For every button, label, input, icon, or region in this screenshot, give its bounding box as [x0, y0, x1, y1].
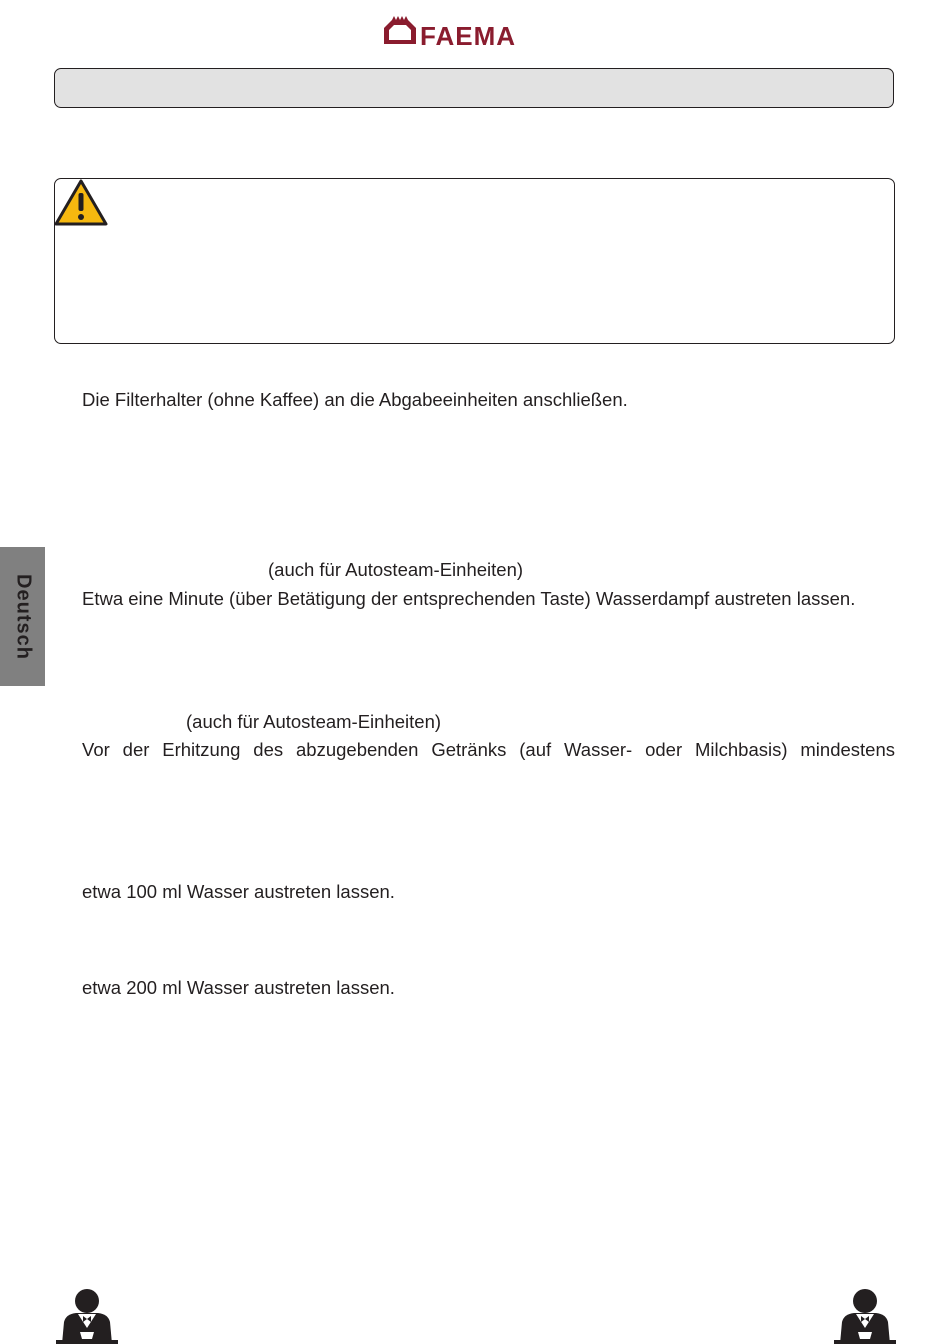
warning-triangle-icon — [54, 178, 108, 226]
warning-box — [54, 178, 895, 344]
barista-icon — [56, 1288, 118, 1344]
barista-icon — [834, 1288, 896, 1344]
paragraph-200ml: etwa 200 ml Wasser austreten lassen. — [82, 977, 395, 998]
svg-text:FAEMA: FAEMA — [420, 21, 516, 48]
section-title-bar — [54, 68, 894, 108]
language-tab — [0, 547, 45, 686]
faema-logo — [382, 14, 568, 48]
paragraph-water-note: (auch für Autosteam-Einheiten) — [186, 711, 442, 732]
paragraph-steam-note: (auch für Autosteam-Einheiten) — [268, 559, 524, 580]
paragraph-steam: Etwa eine Minute (über Betätigung der entsprechenden Taste) Wasserdampf austreten lassen. — [82, 588, 856, 609]
paragraph-100ml: etwa 100 ml Wasser austreten lassen. — [82, 881, 395, 902]
language-tab-label: Deutsch — [12, 573, 34, 660]
paragraph-filter-holder: Die Filterhalter (ohne Kaffee) an die Abgabeeinheiten anschließen. — [82, 389, 628, 410]
paragraph-water: Vor der Erhitzung des abzugebenden Getränks (auf Wasser- oder Milchbasis) mindestens — [82, 739, 895, 760]
